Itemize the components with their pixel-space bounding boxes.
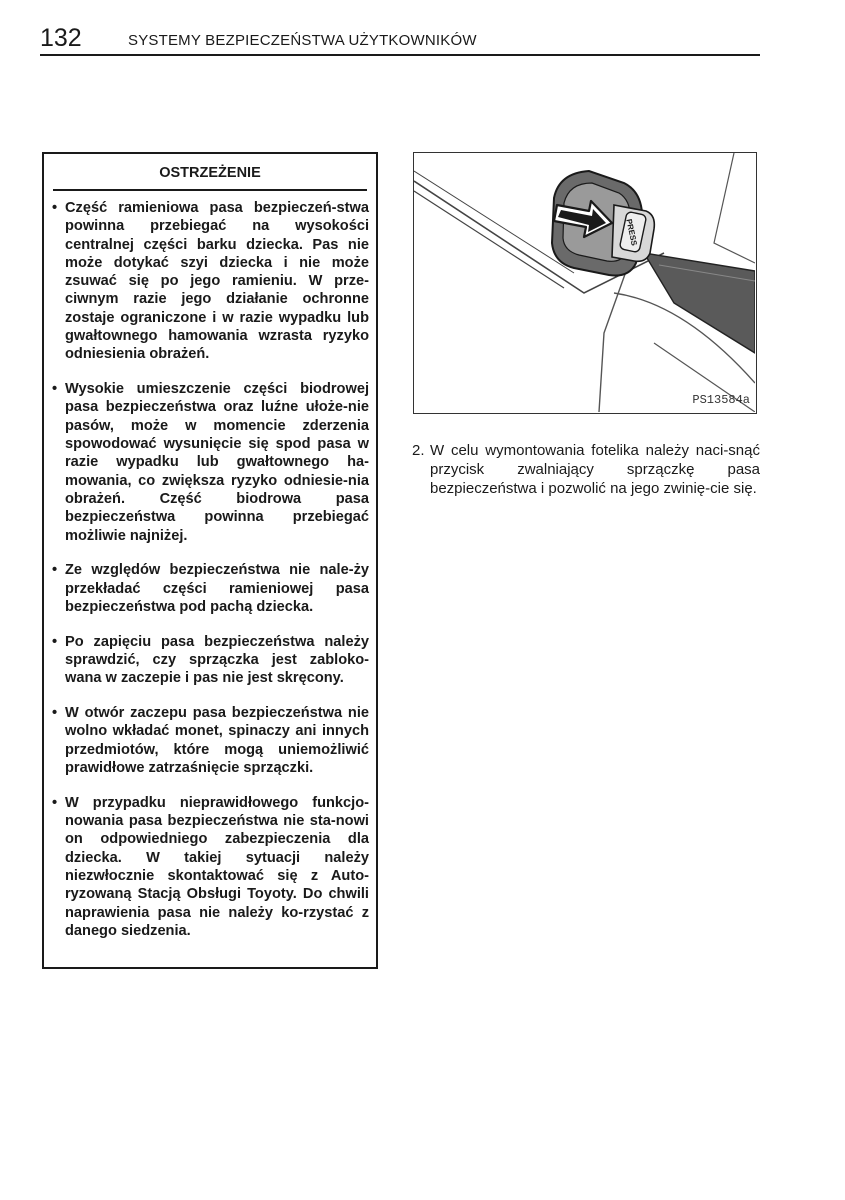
press-button-label: PRESS [624, 218, 639, 247]
bullet-icon: • [52, 381, 58, 398]
bullet-icon: • [52, 794, 58, 811]
buckle-release-illustration [413, 152, 757, 414]
warning-item [52, 199, 369, 364]
seatbelt-buckle-drawing [414, 153, 755, 412]
figure-code: PS13584a [692, 393, 750, 407]
warning-item-text: Część ramieniowa pasa bezpieczeń-stwa powinna przebiegać na wysokości centralnej części barku dziecka. Pas nie może dotykać szyi dziecka i nie może zsuwać się po jego ramieniu. W prze-ciwnym razie jego działanie ochronne zostaje ograniczone i w razie wypadku lub gwałtownego hamowania wzrasta ryzyko odniesienia obrażeń. [65, 200, 369, 363]
section-title: SYSTEMY BEZPIECZEŃSTWA UŻYTKOWNIKÓW [128, 32, 477, 49]
bullet-icon: • [52, 562, 58, 579]
bullet-icon: • [52, 705, 58, 722]
step-number: 2. [412, 442, 425, 459]
page-number: 132 [40, 24, 82, 52]
warning-item [52, 633, 369, 688]
step-text: W celu wymontowania fotelika należy naci-snąć przycisk zwalniający sprzączkę pasa bezpieczeństwa i pozwolić na jego zwinię-cie się. [430, 442, 760, 497]
warning-item-text: Po zapięciu pasa bezpieczeństwa należy sprawdzić, czy sprzączka jest zabloko-wana w zaczepie i pas nie jest skręcony. [65, 633, 369, 687]
warning-item [52, 704, 369, 777]
bullet-icon: • [52, 200, 58, 216]
bullet-icon: • [52, 633, 58, 650]
warning-item-text: Wysokie umieszczenie części biodrowej pasa bezpieczeństwa oraz luźne ułoże-nie pasów, może w momencie zderzenia spowodować wysunięcie się spod pasa w razie wypadku lub gwałtownego ha-mowania, co zwiększa ryzyko odniesie-nia obrażeń. Część biodrowa pasa bezpieczeństwa powinna przebiegać możliwie najniżej. [65, 381, 369, 544]
warning-item-text: W przypadku nieprawidłowego funkcjo-nowania pasa bezpieczeństwa nie sta-nowi on odpowiedniego zabezpieczenia dla dziecka. W takiej sytuacji należy niezwłocznie skontaktować się z Auto-ryzowaną Stacją Obsługi Toyoty. Do chwili naprawienia pasa nie należy ko-rzystać z danego siedzenia. [65, 794, 369, 939]
warning-item-text: W otwór zaczepu pasa bezpieczeństwa nie wolno wkładać monet, spinaczy ani innych przedmiotów, które mogą uniemożliwić prawidłowe zatrzaśnięcie sprzączki. [65, 705, 369, 777]
warning-item-text: Ze względów bezpieczeństwa nie nale-ży przekładać części ramieniowej pasa bezpieczeństwa pod pachą dziecka. [65, 562, 369, 615]
warning-item [52, 561, 369, 616]
page-header [40, 26, 760, 56]
warning-item [52, 380, 369, 545]
warning-title: OSTRZEŻENIE [53, 154, 367, 191]
instruction-step [412, 441, 760, 498]
warning-item [52, 794, 369, 940]
warning-list [50, 191, 370, 940]
warning-box [42, 152, 378, 969]
